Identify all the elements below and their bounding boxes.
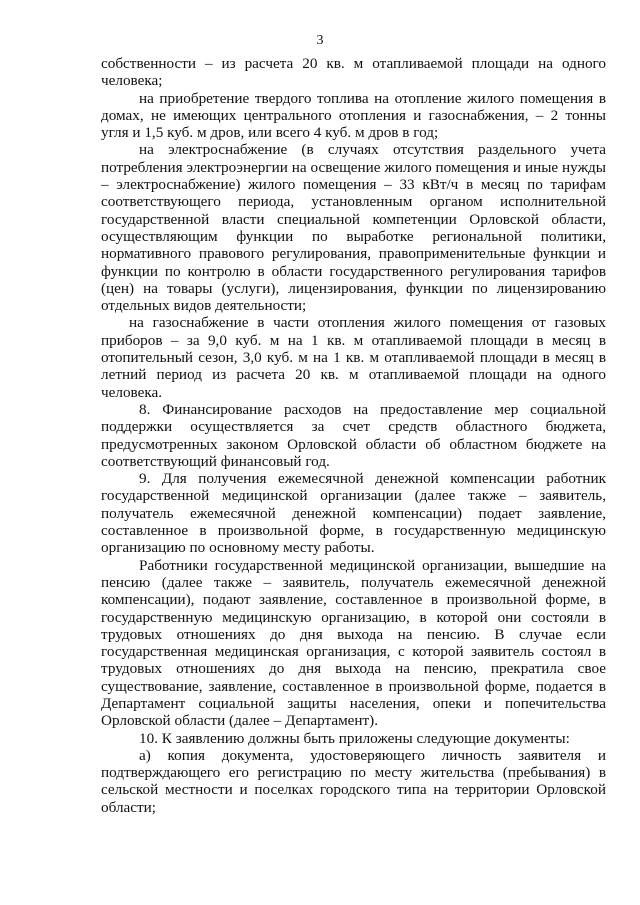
paragraph-solid-fuel: на приобретение твердого топлива на отопление жилого помещения в домах, не имеющих центрального отопления и газоснабжения, – 2 тонны угля и 1,5 куб. м дров, или всего 4 куб. м дров в год;: [101, 89, 606, 142]
paragraph-item-9: 9. Для получения ежемесячной денежной компенсации работник государственной медицинской организации (далее также – заявитель, получатель ежемесячной денежной компенсации) подает заявление, составленное в произвольной форме, в государственную медицинскую организацию по основному месту работы.: [101, 470, 606, 557]
paragraph-retired-workers: Работники государственной медицинской организации, вышедшие на пенсию (далее также – заявитель, получатель ежемесячной денежной компенсации), подают заявление, составленное в произвольной форме, в государственную медицинскую организацию, в которой они состояли в трудовых отношениях до дня выхода на пенсию. В случае если государственная медицинская организация, с которой заявитель состоял в трудовых отношениях до дня выхода на пенсию, прекратила свое существование, заявление, составленное в произвольной форме, подается в Департамент социальной защиты населения, опеки и попечительства Орловской области (далее – Департамент).: [101, 556, 606, 730]
paragraph-electricity: на электроснабжение (в случаях отсутствия раздельного учета потребления электроэнергии на освещение жилого помещения и иные нужды – электроснабжение) жилого помещения – 33 кВт/ч в месяц по тарифам соответствующего периода, установленным органом исполнительной государственной власти специальной компетенции Орловской области, осуществляющим функции по выработке региональной политики, нормативного правового регулирования, правоприменительные функции и функции по контролю в области государственного регулирования тарифов (цен) на товары (услуги), лицензирования, функции по лицензированию отдельных видов деятельности;: [101, 141, 606, 315]
page-number: 3: [316, 33, 324, 48]
paragraph-item-10a: а) копия документа, удостоверяющего личность заявителя и подтверждающего его регистрацию по месту жительства (пребывания) в сельской местности и поселках городского типа на территории Орловской области;: [101, 746, 606, 816]
paragraph-item-10: 10. К заявлению должны быть приложены следующие документы:: [139, 729, 570, 747]
paragraph-continuation: собственности – из расчета 20 кв. м отапливаемой площади на одного человека;: [101, 55, 606, 90]
document-body: [101, 55, 606, 816]
paragraph-item-8: 8. Финансирование расходов на предоставление мер социальной поддержки осуществляется за счет средств областного бюджета, предусмотренных законом Орловской области об областном бюджете на соответствующий финансовый год.: [101, 400, 606, 470]
paragraph-gas: на газоснабжение в части отопления жилого помещения от газовых приборов – за 9,0 куб. м на 1 кв. м отапливаемой площади в месяц в отопительный сезон, 3,0 куб. м на 1 кв. м отапливаемой площади в месяц в летний период из расчета 20 кв. м отапливаемой площади на одного человека.: [101, 314, 606, 401]
